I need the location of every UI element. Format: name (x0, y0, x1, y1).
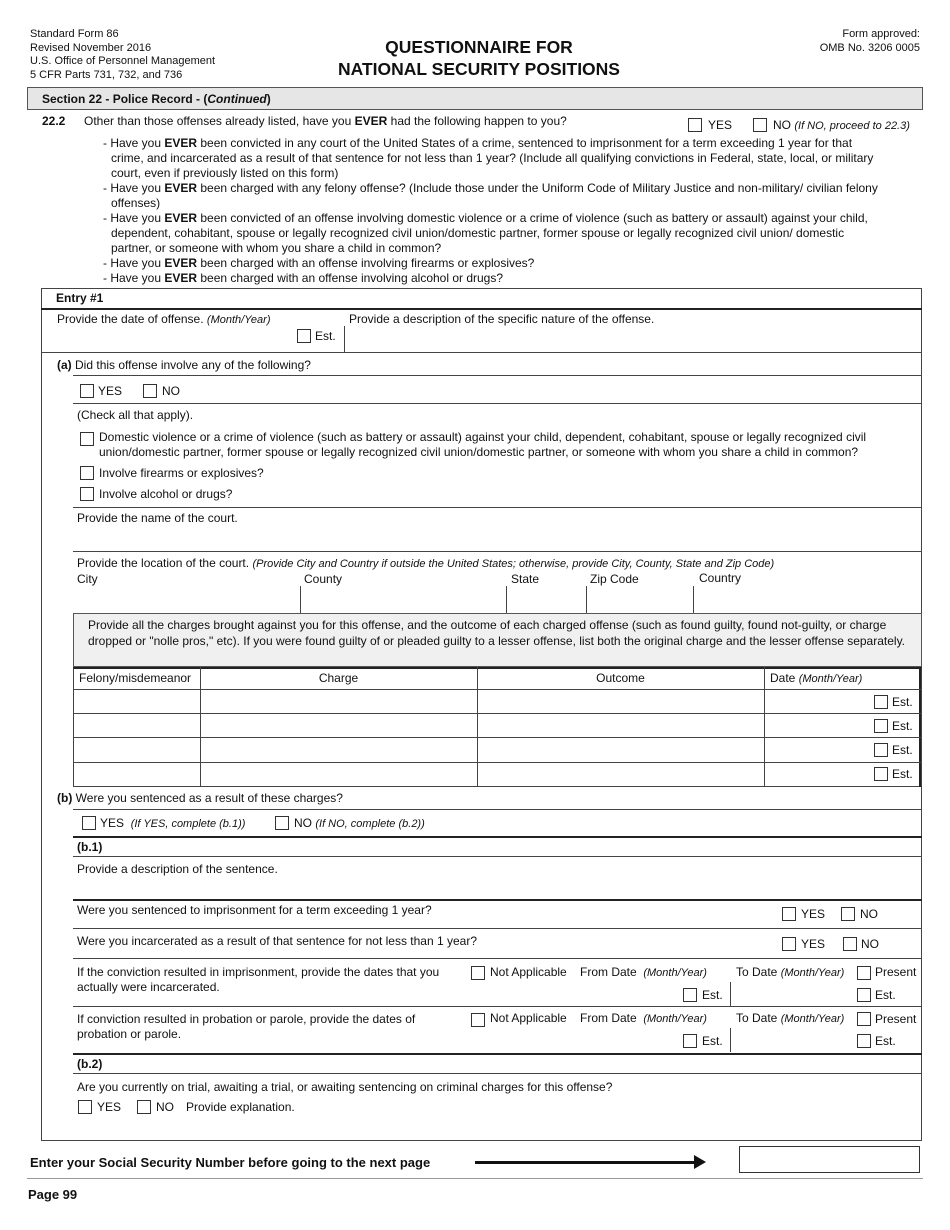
page-number: Page 99 (28, 1187, 78, 1202)
on-trial-no-checkbox[interactable] (137, 1100, 151, 1114)
divider (344, 326, 345, 352)
ssn-input[interactable] (739, 1146, 920, 1173)
divider (764, 667, 765, 787)
est-label: Est. (702, 988, 723, 1002)
charge-header: Charge (318, 671, 359, 685)
probation-dates-label (77, 1012, 415, 1042)
divider (73, 762, 922, 763)
yes-checkbox[interactable] (688, 118, 702, 132)
divider (730, 1028, 731, 1052)
divider (73, 809, 922, 810)
divider (506, 586, 507, 613)
divider (73, 958, 922, 959)
bullet-text: - Have you (103, 136, 165, 150)
est-label: Est. (875, 1034, 896, 1048)
approval-label: Form approved: (842, 28, 920, 40)
omb-approval (820, 28, 920, 55)
to-date-est-checkbox[interactable] (857, 1034, 871, 1048)
incarcerated-no-checkbox[interactable] (843, 937, 857, 951)
section-title: Section 22 - Police Record - ( (42, 92, 208, 106)
date-of-offense-input[interactable] (57, 328, 287, 350)
yes-label: YES (801, 937, 826, 951)
charge-cell[interactable] (203, 739, 475, 760)
date-est-checkbox[interactable] (874, 695, 888, 709)
from-date-text: From Date (580, 965, 637, 979)
divider (73, 856, 922, 857)
option-text: Domestic violence or a crime of violence (such as battery or assault) against your child, dependent, cohabitant, spouse or legally recognized civil (99, 430, 867, 444)
question-b (57, 791, 343, 805)
date-est-checkbox[interactable] (874, 743, 888, 757)
omb-number: OMB No. 3206 0005 (819, 41, 920, 54)
divider (919, 667, 921, 787)
divider (73, 1006, 922, 1007)
b-yes-checkbox[interactable] (82, 816, 96, 830)
court-name-label: Provide the name of the court. (77, 511, 238, 525)
no-note: (If NO, complete (b.2)) (315, 818, 425, 830)
check-all-label: (Check all that apply). (77, 408, 194, 422)
a-yes-checkbox[interactable] (80, 384, 94, 398)
divider (200, 667, 201, 787)
divider (73, 1073, 922, 1074)
bullet-text: been convicted in any court of the United States of a crime, sentenced to imprisonment for a term exceeding 1 year for that crime, and incarcerated as a result of that sentence for not less than 1 year? (Include all qualifying convictions in Federal, state, local, or military court, even if previously listed on this form) (111, 136, 874, 180)
country-input[interactable] (697, 588, 917, 610)
no-checkbox[interactable] (753, 118, 767, 132)
b2-marker: (b.2) (77, 1057, 103, 1071)
label-line: If conviction resulted in probation or parole, provide the dates of (77, 1012, 416, 1026)
title-line: QUESTIONNAIRE FOR (385, 37, 573, 57)
bullet-text: - Have you (103, 211, 165, 225)
est-label: Est. (892, 695, 913, 709)
divider (73, 899, 922, 901)
divider (73, 403, 922, 404)
present-checkbox[interactable] (857, 966, 871, 980)
city-input[interactable] (77, 588, 295, 610)
felony-misdemeanor-cell[interactable] (76, 739, 198, 760)
felony-misdemeanor-cell[interactable] (76, 715, 198, 735)
yes-text: YES (100, 816, 125, 830)
offense-description-label: Provide a description of the specific nature of the offense. (349, 312, 655, 326)
question-22-2-text (84, 114, 567, 128)
date-cell[interactable] (767, 691, 867, 711)
charges-instructions: Provide all the charges brought against you for this offense, and the outcome of each charged offense (such as found guilty, found not-guilty, or charge dropped or "nolle pros," etc). If you were found guilty of or pleaded guilty to a lesser offense, list both the original charge and the lesser offense separately. (73, 613, 922, 667)
question-bullet-list (103, 136, 883, 286)
divider (73, 737, 922, 738)
yes-label: YES (801, 907, 826, 921)
incarcerated-yes-checkbox[interactable] (782, 937, 796, 951)
explanation-label: Provide explanation. (186, 1100, 295, 1114)
form-line: U.S. Office of Personnel Management (30, 55, 216, 67)
charge-cell[interactable] (203, 691, 475, 711)
divider (586, 586, 587, 613)
bullet-item (103, 136, 883, 181)
felony-misdemeanor-header: Felony/misdemeanor (79, 671, 192, 685)
est-label: Est. (892, 767, 913, 781)
bullet-item (103, 256, 883, 271)
firearms-checkbox[interactable] (80, 466, 94, 480)
divider (73, 836, 922, 838)
question-number: 22.2 (42, 114, 66, 128)
no-note: (If NO, proceed to 22.3) (794, 120, 910, 132)
present-label: Present (875, 965, 917, 979)
to-date-text: To Date (736, 1011, 778, 1025)
imprisonment-yes-checkbox[interactable] (782, 907, 796, 921)
imprisonment-no-checkbox[interactable] (841, 907, 855, 921)
date-header (770, 671, 862, 685)
present-checkbox[interactable] (857, 1012, 871, 1026)
est-label: Est. (315, 329, 336, 343)
arrow-right-icon (475, 1161, 695, 1164)
b1-marker: (b.1) (77, 840, 103, 854)
no-label (773, 118, 910, 132)
to-date-text: To Date (736, 965, 778, 979)
no-label: NO (156, 1100, 174, 1114)
divider (73, 507, 922, 508)
no-label: NO (861, 937, 879, 951)
bullet-emphasis: EVER (164, 181, 198, 195)
section-header (27, 87, 923, 110)
probation-not-applicable-checkbox[interactable] (471, 1013, 485, 1027)
b-yes-label (100, 816, 245, 830)
form-line: 5 CFR Parts 731, 732, and 736 (30, 68, 183, 81)
domestic-violence-option (99, 430, 866, 460)
page-title (300, 36, 658, 80)
sentence-description-input[interactable] (77, 878, 917, 898)
question-text: Were you sentenced as a result of these charges? (75, 791, 343, 805)
question-marker: (b) (57, 791, 73, 805)
felony-misdemeanor-cell[interactable] (76, 691, 198, 711)
divider (73, 689, 922, 690)
to-date-label (736, 1011, 844, 1025)
divider (73, 551, 922, 552)
court-location-text: Provide the location of the court. (77, 556, 250, 570)
divider (73, 713, 922, 714)
divider (41, 352, 922, 353)
date-of-offense-label (57, 312, 271, 326)
bullet-text: - Have you (103, 271, 165, 285)
bullet-emphasis: EVER (164, 256, 198, 270)
from-date-est-checkbox[interactable] (683, 988, 697, 1002)
divider (730, 982, 731, 1006)
on-trial-question: Are you currently on trial, awaiting a trial, or awaiting sentencing on criminal charges for this offense? (77, 1080, 613, 1094)
county-input[interactable] (304, 588, 502, 610)
date-cell[interactable] (767, 715, 867, 735)
date-header-text: Date (770, 671, 796, 685)
bullet-text: - Have you (103, 256, 165, 270)
incarcerated-question: Were you incarcerated as a result of that sentence for not less than 1 year? (77, 934, 478, 948)
option-text: union/domestic partner, former spouse or legally recognized civil union/domestic partner, or someone with whom you share a child in common? (99, 445, 859, 459)
bullet-item (103, 271, 883, 286)
to-date-est-checkbox[interactable] (857, 988, 871, 1002)
est-label: Est. (892, 719, 913, 733)
firearms-option-label: Involve firearms or explosives? (99, 466, 264, 480)
date-cell[interactable] (767, 739, 867, 760)
not-applicable-label: Not Applicable (490, 965, 567, 979)
outcome-cell[interactable] (480, 764, 762, 785)
question-text: Other than those offenses already listed, have you (84, 114, 355, 128)
est-label: Est. (875, 988, 896, 1002)
outcome-cell[interactable] (480, 739, 762, 760)
bullet-emphasis: EVER (164, 136, 198, 150)
date-est-checkbox[interactable] (297, 329, 311, 343)
question-emphasis: EVER (354, 114, 388, 128)
date-note: (Month/Year) (206, 314, 271, 326)
divider (73, 928, 922, 929)
ssn-prompt: Enter your Social Security Number before going to the next page (30, 1155, 431, 1170)
bullet-text: been charged with an offense involving alcohol or drugs? (197, 271, 504, 285)
bullet-text: been charged with an offense involving firearms or explosives? (197, 256, 535, 270)
country-label: Country (699, 571, 742, 585)
yes-label: YES (708, 118, 733, 132)
zip-code-label: Zip Code (590, 572, 639, 586)
felony-misdemeanor-cell[interactable] (76, 764, 198, 785)
question-text: Did this offense involve any of the following? (75, 358, 311, 372)
from-date-label (580, 1011, 707, 1025)
charge-cell[interactable] (203, 715, 475, 735)
yes-label: YES (98, 384, 123, 398)
bullet-item (103, 211, 883, 256)
divider (693, 586, 694, 613)
no-text: NO (773, 118, 791, 132)
on-trial-yes-checkbox[interactable] (78, 1100, 92, 1114)
section-title-italic: Continued (207, 92, 267, 106)
no-label: NO (162, 384, 180, 398)
est-label: Est. (892, 743, 913, 757)
form-identifier (30, 28, 215, 82)
charge-cell[interactable] (203, 764, 475, 785)
offense-description-input[interactable] (350, 328, 915, 350)
a-no-checkbox[interactable] (143, 384, 157, 398)
month-year-note: (Month/Year) (643, 967, 707, 979)
imprisonment-question: Were you sentenced to imprisonment for a term exceeding 1 year? (77, 903, 432, 917)
court-name-input[interactable] (77, 527, 917, 549)
no-text: NO (294, 816, 312, 830)
alcohol-drugs-checkbox[interactable] (80, 487, 94, 501)
state-label: State (511, 572, 540, 586)
label-line: actually were incarcerated. (77, 980, 220, 994)
alcohol-drugs-option-label: Involve alcohol or drugs? (99, 487, 233, 501)
date-cell[interactable] (767, 764, 867, 785)
est-label: Est. (702, 1034, 723, 1048)
b-no-checkbox[interactable] (275, 816, 289, 830)
state-input[interactable] (510, 588, 582, 610)
bullet-emphasis: EVER (164, 211, 198, 225)
question-a (57, 358, 311, 372)
form-line: Standard Form 86 (30, 28, 119, 40)
month-year-note: (Month/Year) (780, 1013, 845, 1025)
present-label: Present (875, 1012, 917, 1026)
label-line: probation or parole. (77, 1027, 182, 1041)
yes-label: YES (97, 1100, 122, 1114)
domestic-violence-checkbox[interactable] (80, 432, 94, 446)
from-date-label (580, 965, 707, 979)
divider (477, 667, 478, 787)
divider (27, 1178, 923, 1179)
no-label: NO (860, 907, 878, 921)
sentence-description-label: Provide a description of the sentence. (77, 862, 278, 876)
title-line: NATIONAL SECURITY POSITIONS (338, 59, 620, 79)
bullet-text: been convicted of an offense involving domestic violence or a crime of violence (such as battery or assault) against your child, dependent, cohabitant, spouse or legally recognized civil union/domestic partner, former spouse or legally recognized civil union/ domestic partner, or someone with whom you share a child in common? (111, 211, 868, 255)
divider (300, 586, 301, 613)
outcome-cell[interactable] (480, 691, 762, 711)
date-header-note: (Month/Year) (798, 673, 863, 685)
question-marker: (a) (57, 358, 72, 372)
to-date-label (736, 965, 844, 979)
bullet-emphasis: EVER (164, 271, 198, 285)
from-date-text: From Date (580, 1011, 637, 1025)
outcome-cell[interactable] (480, 715, 762, 735)
from-date-est-checkbox[interactable] (683, 1034, 697, 1048)
divider (73, 375, 922, 376)
month-year-note: (Month/Year) (643, 1013, 707, 1025)
incarceration-not-applicable-checkbox[interactable] (471, 966, 485, 980)
explanation-input[interactable] (310, 1096, 915, 1136)
form-line: Revised November 2016 (30, 41, 152, 54)
entry-title: Entry #1 (56, 291, 104, 305)
bullet-item (103, 181, 883, 211)
court-location-note: (Provide City and Country if outside the United States; otherwise, provide City, County, State and Zip Code) (252, 558, 775, 570)
incarceration-dates-label (77, 965, 439, 995)
yes-note: (If YES, complete (b.1)) (130, 818, 246, 830)
arrow-head-icon (694, 1155, 706, 1169)
zip-code-input[interactable] (590, 588, 689, 610)
b-no-label (294, 816, 425, 830)
section-title-suffix: ) (266, 92, 271, 106)
divider (41, 308, 922, 310)
question-text: had the following happen to you? (387, 114, 567, 128)
bullet-text: been charged with any felony offense? (Include those under the Uniform Code of Military Justice and non-military/ civilian felony offenses) (111, 181, 878, 210)
label-line: If the conviction resulted in imprisonment, provide the dates that you (77, 965, 440, 979)
divider (73, 1053, 922, 1055)
county-label: County (304, 572, 343, 586)
outcome-header: Outcome (596, 671, 645, 685)
city-label: City (77, 572, 98, 586)
date-est-checkbox[interactable] (874, 719, 888, 733)
bullet-text: - Have you (103, 181, 165, 195)
date-est-checkbox[interactable] (874, 767, 888, 781)
not-applicable-label: Not Applicable (490, 1011, 567, 1025)
date-label-text: Provide the date of offense. (57, 312, 204, 326)
court-location-label (77, 556, 774, 570)
month-year-note: (Month/Year) (780, 967, 845, 979)
